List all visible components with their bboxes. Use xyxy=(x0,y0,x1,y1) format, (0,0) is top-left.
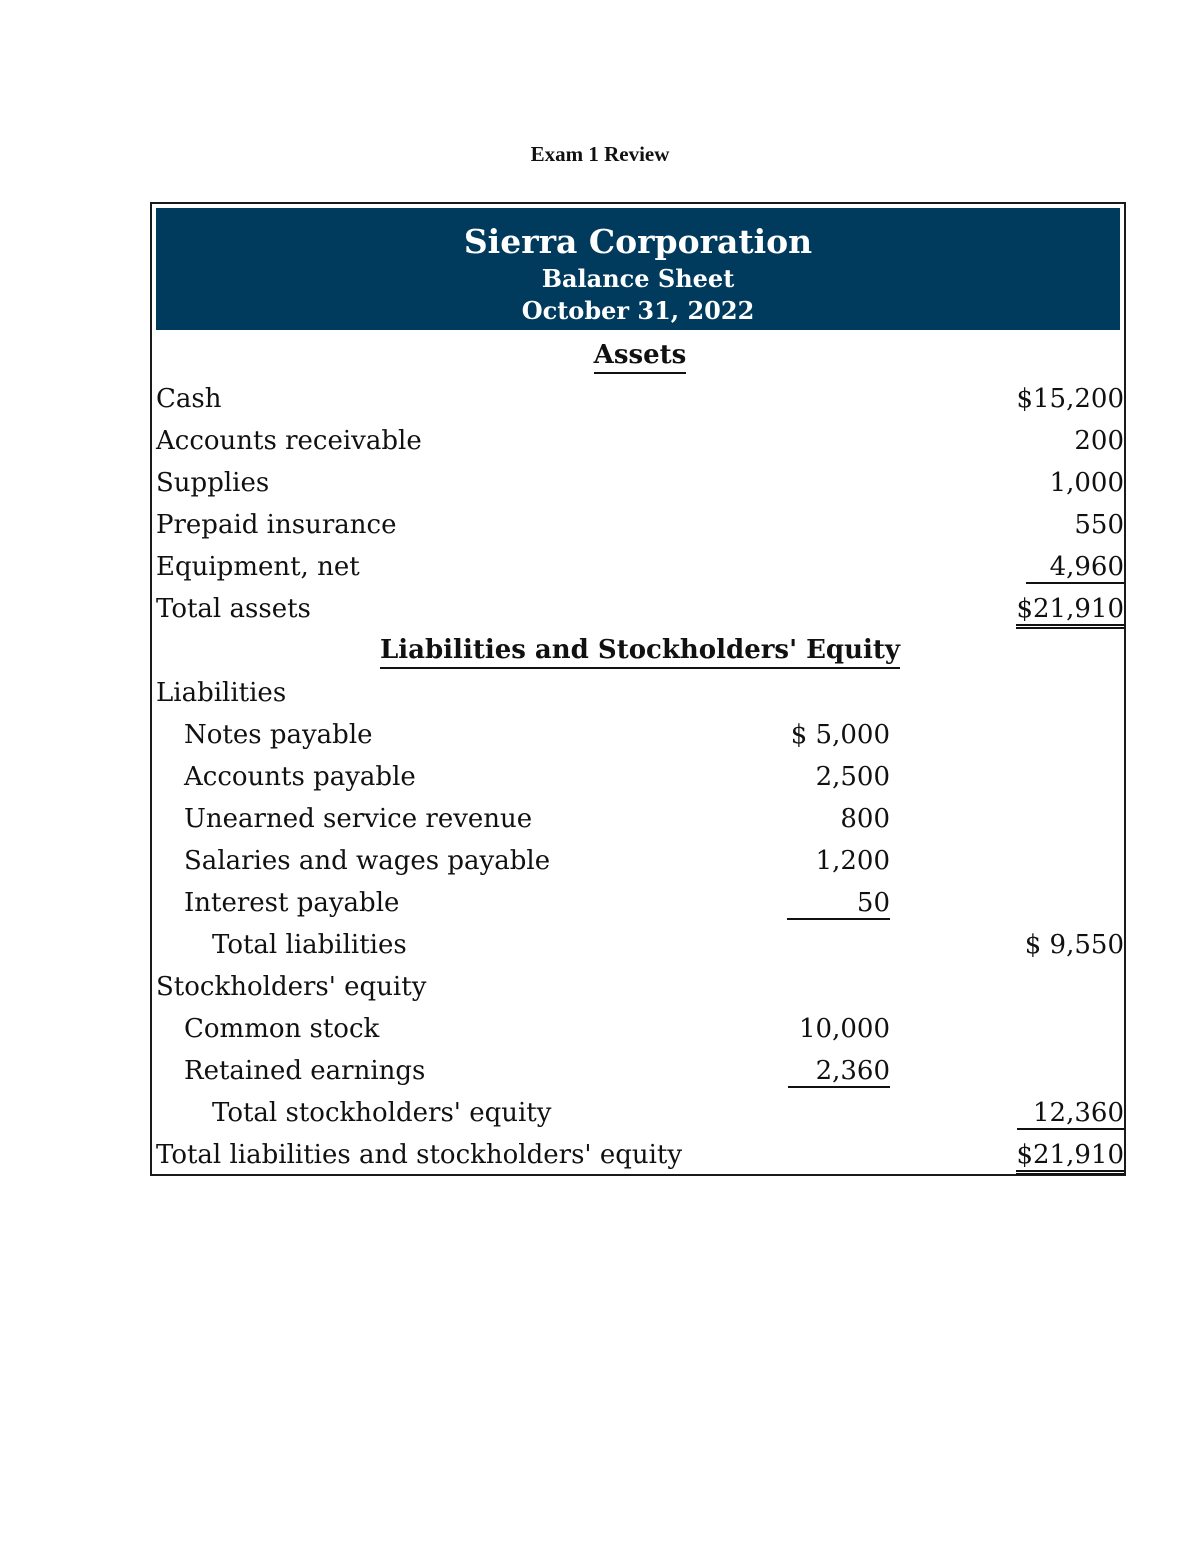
row-label: Salaries and wages payable xyxy=(184,846,551,876)
assets-heading: Assets xyxy=(152,340,1128,370)
total-assets-label: Total assets xyxy=(156,594,311,624)
row-amount: 2,500 xyxy=(815,762,890,792)
row-label: Equipment, net xyxy=(156,552,360,582)
equity-label: Stockholders' equity xyxy=(156,972,427,1002)
company-name: Sierra Corporation xyxy=(463,222,813,261)
statement-date: October 31, 2022 xyxy=(521,296,755,325)
total-equity-amount: 12,360 xyxy=(1017,1098,1124,1130)
liability-row-notes-payable xyxy=(152,720,1128,762)
balance-sheet xyxy=(150,202,1126,1176)
total-assets-row xyxy=(152,594,1128,636)
asset-row-supplies xyxy=(152,468,1128,510)
liabilities-equity-heading: Liabilities and Stockholders' Equity xyxy=(152,635,1128,665)
row-amount: $15,200 xyxy=(1016,384,1124,414)
row-label: Common stock xyxy=(184,1014,380,1044)
row-amount: 2,360 xyxy=(788,1056,890,1088)
row-label: Interest payable xyxy=(184,888,400,918)
total-liabilities-amount: $ 9,550 xyxy=(1024,930,1124,960)
grand-total-row xyxy=(152,1140,1128,1182)
total-equity-label: Total stockholders' equity xyxy=(212,1098,552,1128)
row-amount: 1,000 xyxy=(1049,468,1124,498)
row-label: Unearned service revenue xyxy=(184,804,533,834)
row-label: Cash xyxy=(156,384,222,414)
statement-title: Balance Sheet xyxy=(541,264,735,293)
grand-total-amount: $21,910 xyxy=(1016,1140,1124,1175)
total-liabilities-row xyxy=(152,930,1128,972)
row-label: Supplies xyxy=(156,468,270,498)
liability-row-unearned-revenue xyxy=(152,804,1128,846)
equity-row-retained-earnings xyxy=(152,1056,1128,1098)
liabilities-label: Liabilities xyxy=(156,678,287,708)
row-label: Accounts payable xyxy=(184,762,416,792)
row-amount: 800 xyxy=(840,804,890,834)
page-title: Exam 1 Review xyxy=(530,142,670,166)
row-amount: $ 5,000 xyxy=(790,720,890,750)
equity-label-row xyxy=(152,972,1128,1014)
asset-row-prepaid-insurance xyxy=(152,510,1128,552)
asset-row-equipment xyxy=(152,552,1128,594)
row-amount: 50 xyxy=(787,888,890,920)
total-assets-amount: $21,910 xyxy=(1016,594,1124,629)
row-amount: 550 xyxy=(1074,510,1124,540)
liabilities-label-row xyxy=(152,678,1128,720)
row-label: Accounts receivable xyxy=(156,426,422,456)
grand-total-label: Total liabilities and stockholders' equity xyxy=(156,1140,683,1170)
row-amount: 4,960 xyxy=(1026,552,1124,584)
row-amount: 1,200 xyxy=(815,846,890,876)
liability-row-interest-payable xyxy=(152,888,1128,930)
header-banner xyxy=(156,208,1120,330)
row-label: Prepaid insurance xyxy=(156,510,397,540)
equity-row-common-stock xyxy=(152,1014,1128,1056)
asset-row-cash xyxy=(152,384,1128,426)
liability-row-accounts-payable xyxy=(152,762,1128,804)
row-label: Notes payable xyxy=(184,720,373,750)
total-liabilities-label: Total liabilities xyxy=(212,930,407,960)
row-amount: 200 xyxy=(1074,426,1124,456)
row-amount: 10,000 xyxy=(799,1014,890,1044)
asset-row-accounts-receivable xyxy=(152,426,1128,468)
total-equity-row xyxy=(152,1098,1128,1140)
row-label: Retained earnings xyxy=(184,1056,426,1086)
liability-row-salaries-payable xyxy=(152,846,1128,888)
